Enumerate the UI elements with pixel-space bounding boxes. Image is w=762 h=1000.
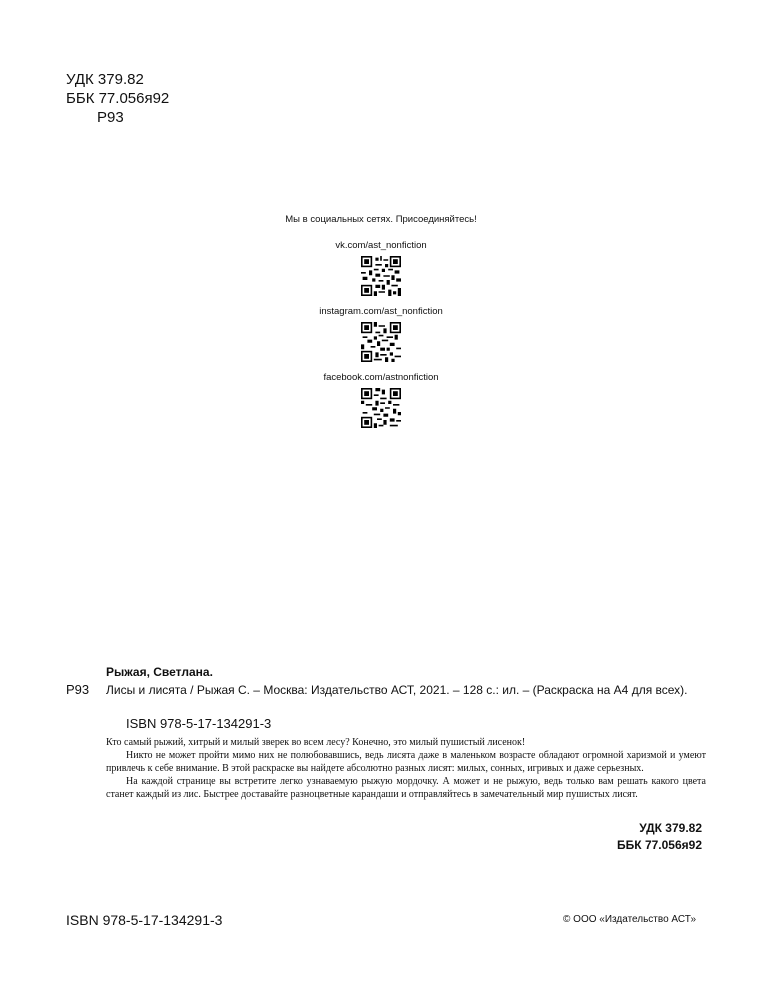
facebook-link[interactable]: facebook.com/astnonfiction	[323, 372, 439, 383]
vk-link[interactable]: vk.com/ast_nonfiction	[335, 240, 427, 251]
social-title: Мы в социальных сетях. Присоединяйтесь!	[285, 214, 477, 225]
annotation-paragraph: На каждой странице вы встретите легко узнаваемую рыжую мордочку. А может и не рыжую, ведь только вам решать какого цвета станет каждый из лис. Быстрее доставайте разноцветные карандаши и отправляйтесь в замечательный мир пушистых лисят.	[106, 776, 706, 800]
social-block	[0, 214, 762, 428]
annotation-paragraph: Кто самый рыжий, хитрый и милый зверек во всем лесу? Конечно, это милый пушистый лисенок!	[106, 737, 526, 748]
footer-isbn: ISBN 978-5-17-134291-3	[66, 912, 223, 928]
classification-block	[66, 70, 169, 127]
card-udk: УДК 379.82	[639, 821, 702, 835]
udk-code: УДК 379.82	[66, 71, 144, 88]
instagram-qr-code-icon	[361, 322, 401, 362]
annotation-paragraph: Никто не может пройти мимо них не полюбовавшись, ведь лисята даже в маленьком возрасте обладают огромной харизмой и умеют привлечь к себе внимание. В этой раскраске вы найдете абсолютно разных лисят: милых, сонных, игривых и даже серьезных.	[106, 750, 706, 774]
card-bbk: ББК 77.056я92	[617, 838, 702, 852]
vk-qr-code-icon	[361, 256, 401, 296]
card-annotation	[106, 736, 706, 801]
author-mark: Р93	[97, 109, 124, 126]
bbk-code: ББК 77.056я92	[66, 90, 170, 107]
card-classification	[617, 820, 702, 854]
facebook-qr-code-icon	[361, 388, 401, 428]
card-isbn: ISBN 978-5-17-134291-3	[126, 716, 272, 731]
card-author: Рыжая, Светлана.	[106, 665, 213, 679]
footer-copyright: © ООО «Издательство АСТ»	[563, 914, 696, 925]
instagram-link[interactable]: instagram.com/ast_nonfiction	[319, 306, 443, 317]
card-author-code: Р93	[66, 682, 90, 697]
card-bibliographic-entry: Лисы и лисята / Рыжая С. – Москва: Издательство АСТ, 2021. – 128 с.: ил. – (Раскраска на А4 для всех).	[106, 683, 688, 697]
